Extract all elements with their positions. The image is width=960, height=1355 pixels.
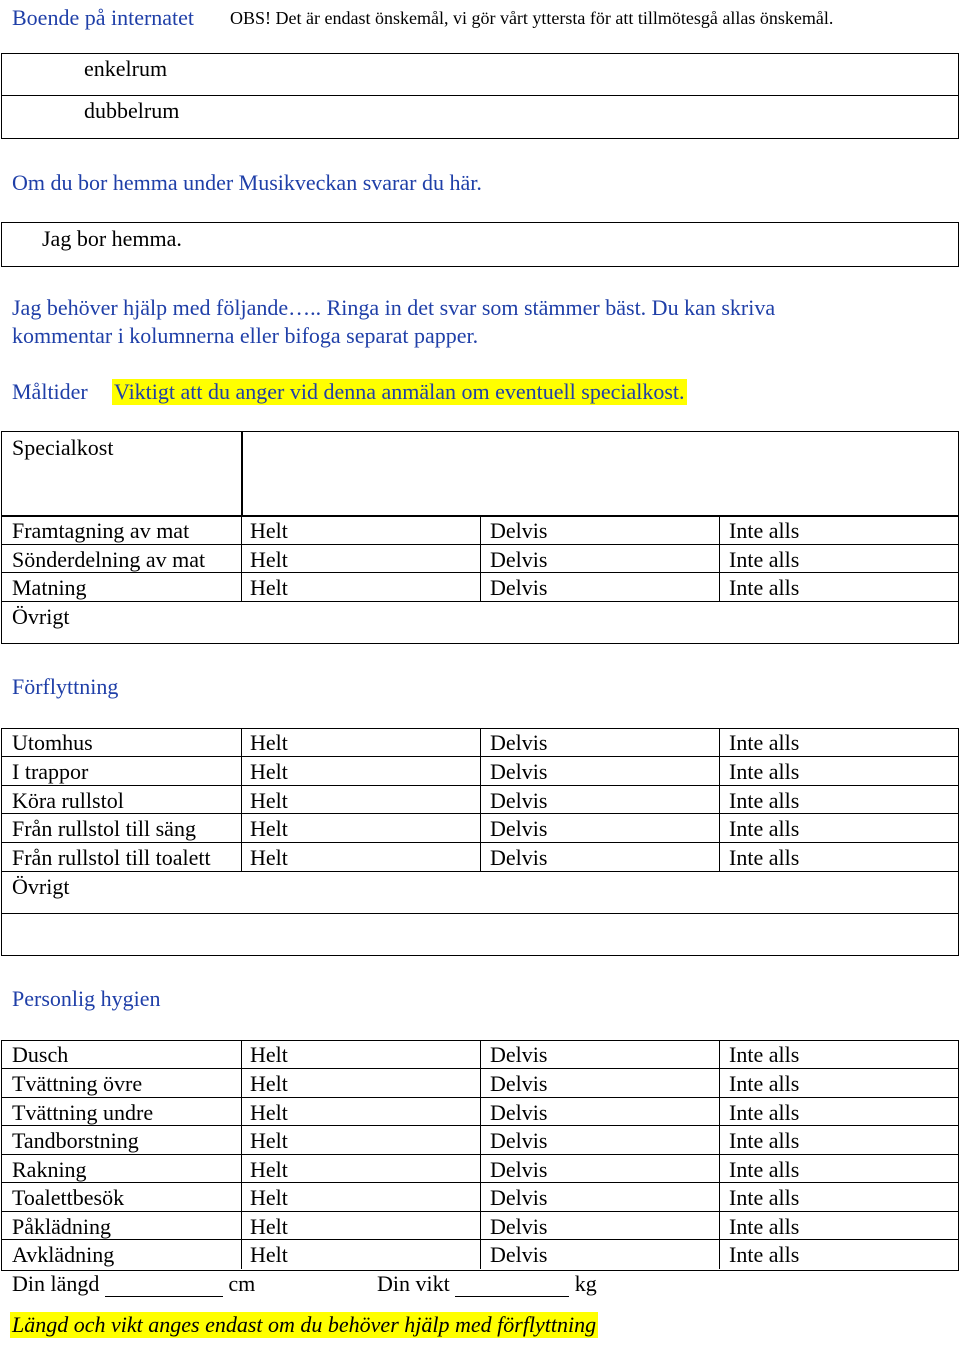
hygiene-col-line: [241, 1040, 242, 1269]
option-helt[interactable]: Helt: [250, 816, 288, 841]
row-label: Påklädning: [12, 1214, 111, 1239]
meals-col-line: [480, 516, 481, 601]
room-single[interactable]: enkelrum: [84, 56, 168, 81]
hygiene-col-line: [719, 1040, 720, 1269]
help-text-line1: Jag behöver hjälp med följande….. Ringa in det svar som stämmer bäst. Du kan skriva: [12, 295, 776, 320]
specialkost-label: Specialkost: [12, 435, 114, 460]
option-delvis[interactable]: Delvis: [490, 1042, 548, 1067]
measures-row: [12, 1271, 255, 1297]
option-delvis[interactable]: Delvis: [490, 1242, 548, 1267]
weight-row: [377, 1271, 597, 1297]
row-label: Köra rullstol: [12, 788, 124, 813]
option-inte-alls[interactable]: Inte alls: [729, 575, 800, 600]
hygiene-col-line: [480, 1040, 481, 1269]
home-prompt: Om du bor hemma under Musikveckan svarar du här.: [12, 170, 482, 195]
option-delvis[interactable]: Delvis: [490, 1100, 548, 1125]
mobility-grid-line: [1, 913, 959, 914]
mobility-heading: Förflyttning: [12, 674, 119, 699]
option-delvis[interactable]: Delvis: [490, 1071, 548, 1096]
option-helt[interactable]: Helt: [250, 1042, 288, 1067]
option-delvis[interactable]: Delvis: [490, 575, 548, 600]
option-delvis[interactable]: Delvis: [490, 1128, 548, 1153]
row-label: Rakning: [12, 1157, 87, 1182]
option-helt[interactable]: Helt: [250, 518, 288, 543]
option-inte-alls[interactable]: Inte alls: [729, 759, 800, 784]
weight-label: Din vikt: [377, 1271, 450, 1296]
specialkost-field[interactable]: [244, 433, 957, 513]
option-helt[interactable]: Helt: [250, 1214, 288, 1239]
row-label: Dusch: [12, 1042, 69, 1067]
meals-col-line: [719, 516, 720, 601]
mobility-col-line: [719, 728, 720, 871]
option-inte-alls[interactable]: Inte alls: [729, 518, 800, 543]
meals-other-label: Övrigt: [12, 604, 70, 629]
header-note: OBS! Det är endast önskemål, vi gör vårt yttersta för att tillmötesgå allas önskemål.: [230, 8, 834, 28]
row-label: I trappor: [12, 759, 89, 784]
option-inte-alls[interactable]: Inte alls: [729, 1128, 800, 1153]
mobility-other-field[interactable]: [3, 915, 957, 954]
height-input[interactable]: [105, 1276, 223, 1297]
option-inte-alls[interactable]: Inte alls: [729, 1071, 800, 1096]
option-delvis[interactable]: Delvis: [490, 816, 548, 841]
option-helt[interactable]: Helt: [250, 845, 288, 870]
meals-heading: Måltider: [12, 379, 88, 404]
option-inte-alls[interactable]: Inte alls: [729, 845, 800, 870]
home-option[interactable]: Jag bor hemma.: [42, 226, 182, 251]
option-inte-alls[interactable]: Inte alls: [729, 1157, 800, 1182]
option-delvis[interactable]: Delvis: [490, 1185, 548, 1210]
mobility-other-label: Övrigt: [12, 874, 70, 899]
option-helt[interactable]: Helt: [250, 788, 288, 813]
option-inte-alls[interactable]: Inte alls: [729, 730, 800, 755]
row-label: Avklädning: [12, 1242, 115, 1267]
option-delvis[interactable]: Delvis: [490, 547, 548, 572]
row-label: Sönderdelning av mat: [12, 547, 206, 572]
measures-note: Längd och vikt anges endast om du behöver hjälp med förflyttning: [12, 1312, 597, 1337]
weight-unit: kg: [574, 1271, 597, 1296]
option-inte-alls[interactable]: Inte alls: [729, 1214, 800, 1239]
hygiene-heading: Personlig hygien: [12, 986, 161, 1011]
room-divider: [1, 95, 959, 96]
option-helt[interactable]: Helt: [250, 1242, 288, 1267]
row-label: Utomhus: [12, 730, 93, 755]
option-inte-alls[interactable]: Inte alls: [729, 547, 800, 572]
row-label: Tvättning övre: [12, 1071, 143, 1096]
height-unit: cm: [228, 1271, 256, 1296]
row-label: Från rullstol till säng: [12, 816, 196, 841]
mobility-col-line: [480, 728, 481, 871]
row-label: Från rullstol till toalett: [12, 845, 211, 870]
option-delvis[interactable]: Delvis: [490, 788, 548, 813]
room-double[interactable]: dubbelrum: [84, 98, 180, 123]
help-text-line2: kommentar i kolumnerna eller bifoga separat papper.: [12, 323, 479, 348]
option-helt[interactable]: Helt: [250, 1185, 288, 1210]
option-helt[interactable]: Helt: [250, 575, 288, 600]
option-delvis[interactable]: Delvis: [490, 759, 548, 784]
weight-input[interactable]: [455, 1276, 569, 1297]
option-helt[interactable]: Helt: [250, 547, 288, 572]
option-delvis[interactable]: Delvis: [490, 730, 548, 755]
meals-grid-line: [1, 601, 959, 602]
option-inte-alls[interactable]: Inte alls: [729, 1242, 800, 1267]
mobility-col-line: [241, 728, 242, 871]
row-label: Tvättning undre: [12, 1100, 154, 1125]
option-inte-alls[interactable]: Inte alls: [729, 788, 800, 813]
option-inte-alls[interactable]: Inte alls: [729, 1042, 800, 1067]
specialkost-divider: [241, 431, 243, 515]
option-helt[interactable]: Helt: [250, 1157, 288, 1182]
option-helt[interactable]: Helt: [250, 1100, 288, 1125]
row-label: Framtagning av mat: [12, 518, 190, 543]
row-label: Tandborstning: [12, 1128, 139, 1153]
option-helt[interactable]: Helt: [250, 1128, 288, 1153]
height-label: Din längd: [12, 1271, 100, 1296]
option-helt[interactable]: Helt: [250, 730, 288, 755]
option-inte-alls[interactable]: Inte alls: [729, 1185, 800, 1210]
option-delvis[interactable]: Delvis: [490, 1157, 548, 1182]
option-helt[interactable]: Helt: [250, 1071, 288, 1096]
option-delvis[interactable]: Delvis: [490, 518, 548, 543]
row-label: Toalettbesök: [12, 1185, 125, 1210]
page-title: Boende på internatet: [12, 5, 195, 30]
mobility-grid-line: [1, 871, 959, 872]
option-inte-alls[interactable]: Inte alls: [729, 1100, 800, 1125]
meals-col-line: [241, 516, 242, 601]
option-inte-alls[interactable]: Inte alls: [729, 816, 800, 841]
meals-notice: Viktigt att du anger vid denna anmälan om eventuell specialkost.: [114, 379, 685, 404]
option-helt[interactable]: Helt: [250, 759, 288, 784]
row-label: Matning: [12, 575, 87, 600]
option-delvis[interactable]: Delvis: [490, 1214, 548, 1239]
option-delvis[interactable]: Delvis: [490, 845, 548, 870]
